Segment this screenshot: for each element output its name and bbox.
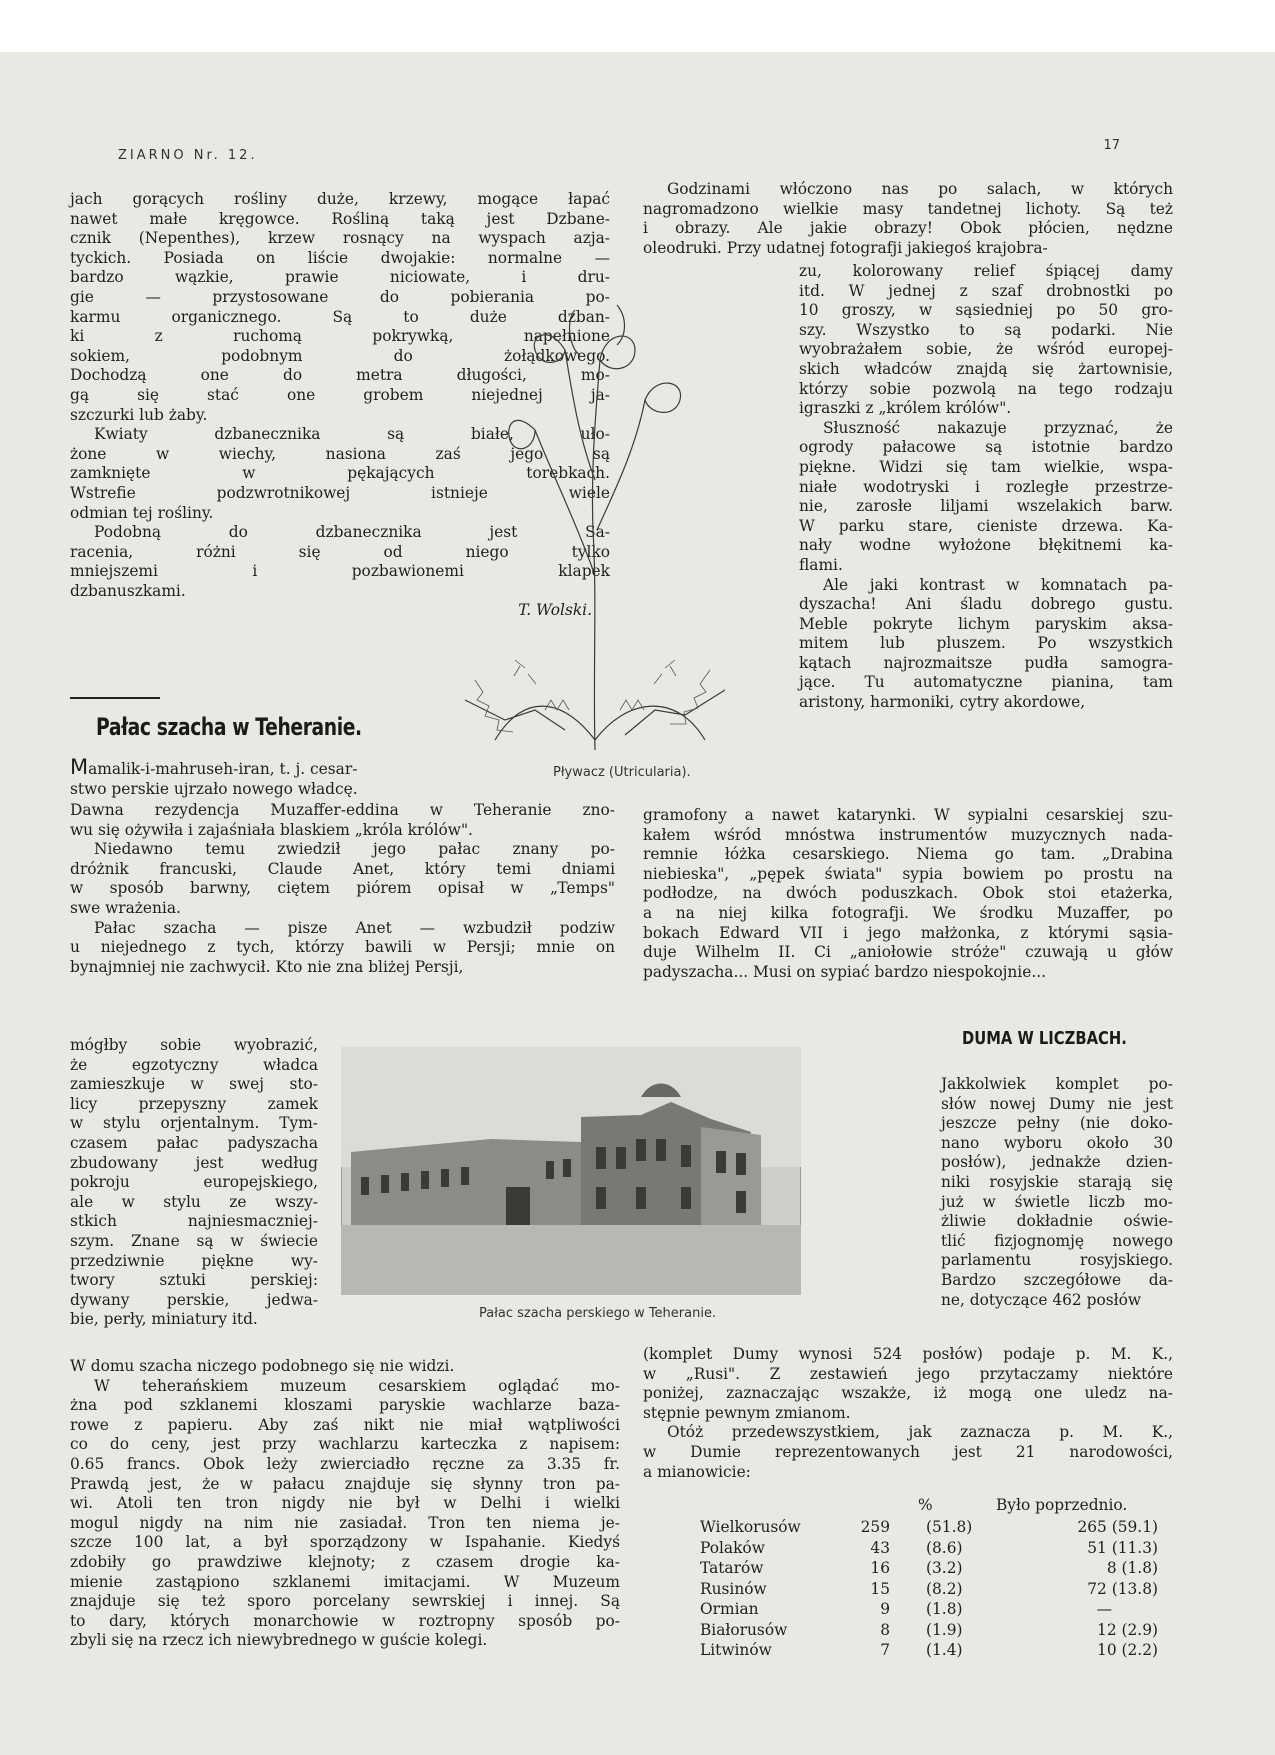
text-line: zu, kolorowany relief śpiącej damy (799, 262, 1173, 280)
text-line: bynajmniej nie zachwycił. Kto nie zna bliżej Persji, (70, 957, 464, 976)
text-line: zbyli się na rzecz ich niewybrednego w guście kolegi. (70, 1631, 488, 1650)
text-line: wu się ożywiła i zajaśniała blaskiem „króla królów". (70, 820, 473, 839)
cell-count: 16 (870, 1559, 890, 1577)
text-line: żone w wiechy, nasiona zaś jego są (70, 444, 610, 463)
text-line: zamieszkuje w swej sto- (70, 1075, 318, 1094)
plant-caption: Pływacz (Utricularia). (553, 765, 691, 780)
text-line: kałem wśród mnóstwa instrumentów muzycznych nada- (643, 825, 1173, 844)
text-line: słów nowej Dumy nie jest (941, 1094, 1173, 1113)
palace-article-col2-narrow (799, 262, 1173, 713)
palace-article-narrow (70, 1036, 318, 1330)
text-line: ale w stylu ze wszy- (70, 1192, 318, 1211)
text-line: zbudowany jest według (70, 1153, 318, 1172)
opening-line-1: amalik-i-mahruseh-iran, t. j. cesar- (88, 760, 358, 778)
nationality-table (700, 1495, 1170, 1661)
text-line: twory sztuki perskiej: (70, 1271, 318, 1290)
text-line: W teherańskiem muzeum cesarskiem oglądać mo- (94, 1376, 620, 1395)
text-line: mniejszemi i pozbawionemi klapek (70, 562, 610, 581)
text-line: w sposób barwny, ciętem piórem opisał w „Temps" (70, 879, 615, 898)
text-line: niki rosyjskie starają się (941, 1172, 1173, 1191)
text-line: Ale jaki kontrast w komnatach pa- (823, 575, 1173, 594)
text-line: nano wyboru około 30 (941, 1133, 1173, 1152)
text-line: aristony, harmoniki, cytry akordowe, (799, 693, 1086, 712)
text-line: podłodze, na dwóch poduszkach. Obok stoi etażerka, (643, 884, 1173, 903)
cell-count: 7 (880, 1641, 890, 1659)
cell-prev: — (1096, 1600, 1112, 1618)
article-author: T. Wolski. (518, 601, 592, 620)
table-row (700, 1579, 1170, 1600)
text-line: i obrazy. Ale jakie obrazy! Obok płócien, nędzne (643, 219, 1173, 238)
page-header (118, 138, 1120, 168)
cell-name: Tatarów (700, 1559, 764, 1577)
text-line: nawet małe kręgowce. Rośliną taką jest Dzbane- (70, 209, 610, 228)
text-line: Dawna rezydencja Muzaffer-eddina w Teheranie zno- (70, 801, 615, 819)
text-line: nały wodne wyłożone błękitnemi ka- (799, 536, 1173, 555)
previous-header: Było poprzednio. (996, 1496, 1128, 1514)
text-line: Bardzo szczegółowe da- (941, 1270, 1173, 1289)
cell-pct: (1.4) (926, 1641, 963, 1659)
text-line: mienie zastąpiono szklanemi imitacjami. W Muzeum (70, 1572, 620, 1591)
text-line: poniżej, zaznaczając wszakże, iż mogą one uledz na- (643, 1384, 1173, 1403)
cell-pct: (8.2) (926, 1579, 963, 1598)
text-line: pokroju europejskiego, (70, 1173, 318, 1192)
cell-pct: (51.8) (926, 1518, 973, 1536)
text-line: Meble pokryte lichym paryskim aksa- (799, 614, 1173, 633)
palace-article-opening (70, 755, 615, 799)
text-line: mógłby sobie wyobrazić, (70, 1036, 318, 1054)
table-header (700, 1495, 1170, 1517)
text-line: w Dumie reprezentowanych jest 21 narodowości, (643, 1442, 1173, 1461)
text-line: Wstrefie podzwrotnikowej istnieje wiele (70, 483, 610, 502)
text-line: dywany perskie, jedwa- (70, 1290, 318, 1309)
text-line: duje Wilhelm II. Ci „aniołowie stróże" czuwają u głów (643, 943, 1173, 962)
percent-header: % (918, 1496, 933, 1514)
text-line: remnie łóżka cesarskiego. Niema go tam. „Drabina (643, 845, 1173, 864)
section-rule (70, 697, 160, 699)
cell-pct: (1.8) (926, 1600, 963, 1618)
cell-name: Rusinów (700, 1579, 767, 1598)
cell-count: 15 (870, 1579, 890, 1598)
text-line: Podobną do dzbanecznika jest Sa- (94, 523, 610, 542)
article-title-duma: DUMA W LICZBACH. (962, 1028, 1127, 1049)
text-line: a na niej kilka fotografji. We środku Muzaffer, po (643, 903, 1173, 922)
text-line: sokiem, podobnym do żołądkowego. (70, 346, 610, 365)
text-line: co do ceny, jest przy wachlarzu karteczka z napisem: (70, 1435, 620, 1454)
cell-prev: 8 (1.8) (1106, 1559, 1158, 1577)
text-line: (komplet Dumy wynosi 524 posłów) podaje p. M. K., (643, 1345, 1173, 1363)
text-line: szym. Znane są w świecie (70, 1231, 318, 1250)
text-line: oleodruki. Przy udatnej fotografji jakiegoś krajobra- (643, 238, 1048, 257)
cell-prev: 51 (11.3) (1087, 1538, 1158, 1557)
text-line: padyszacha... Musi on sypiać bardzo niespokojnie... (643, 962, 1046, 981)
text-line: 10 groszy, w sąsiedniej po 50 gro- (799, 301, 1173, 320)
text-line: skich władców znajdą się żartownisie, (799, 359, 1173, 378)
text-line: a mianowicie: (643, 1462, 751, 1481)
text-line: szczurki lub żaby. (70, 405, 208, 424)
table-row (700, 1538, 1170, 1559)
text-line: bardzo wązkie, prawie niciowate, i dru- (70, 268, 610, 287)
text-line: odmian tej rośliny. (70, 503, 214, 522)
text-line: kątach najrozmaitsze pudła samogra- (799, 653, 1173, 672)
cell-count: 259 (860, 1518, 890, 1536)
text-line: flami. (799, 555, 843, 574)
text-line: tlić fizjognomję nowego (941, 1231, 1173, 1250)
text-line: wi. Atoli ten tron nigdy nie był w Delhi i wielki (70, 1494, 620, 1513)
cell-prev: 72 (13.8) (1087, 1579, 1158, 1598)
text-line: licy przepyszny zamek (70, 1094, 318, 1113)
text-line: czasem pałac padyszacha (70, 1133, 318, 1152)
text-line: Prawdą jest, że w pałacu znajduje się słynny tron pa- (70, 1474, 620, 1493)
cell-prev: 10 (2.2) (1097, 1641, 1158, 1659)
text-line: Jakkolwiek komplet po- (941, 1075, 1173, 1093)
text-line: itd. W jednej z szaf drobnostki po (799, 281, 1173, 300)
cell-pct: (1.9) (926, 1620, 963, 1639)
text-line: u niejednego z tych, którzy bawili w Persji; mnie on (70, 938, 615, 957)
text-line: mitem lub pluszem. Po wszystkich (799, 634, 1173, 653)
palace-photo (341, 1047, 801, 1295)
text-line: igraszki z „królem królów". (799, 399, 1012, 418)
text-line: zamknięte w pękających torebkach. (70, 464, 610, 483)
table-row (700, 1517, 1170, 1538)
text-line: mogul nigdy na nim nie zasiadał. Tron ten niema je- (70, 1513, 620, 1532)
text-line: żliwie dokładnie oświe- (941, 1212, 1173, 1231)
text-line: bokach Edward VII i jego małżonka, z którymi sąsia- (643, 923, 1173, 942)
text-line: żna pod szklanemi kloszami paryskie wachlarze baza- (70, 1396, 620, 1415)
text-line: nagromadzono wielkie masy tandetnej lichoty. Są też (643, 199, 1173, 218)
text-line: 0.65 francs. Obok leży zwierciadło ręczne za 3.35 fr. (70, 1454, 620, 1473)
text-line: nie, zarosłe liljami wszelakich barw. (799, 497, 1173, 516)
text-line: Słuszność nakazuje przyznać, że (823, 418, 1173, 437)
cell-name: Polaków (700, 1538, 765, 1557)
text-line: W parku stare, cieniste drzewa. Ka- (799, 516, 1173, 535)
text-line: niebieska", „pępek świata" sypia bowiem po prostu na (643, 864, 1173, 883)
drop-cap: M (70, 755, 89, 779)
text-line: stępnie pewnym zmianom. (643, 1403, 851, 1422)
cell-prev: 12 (2.9) (1097, 1620, 1158, 1639)
text-line: wyobrażałem sobie, że wśród europej- (799, 340, 1173, 359)
text-line: ki z ruchomą pokrywką, napełnione (70, 327, 610, 346)
text-line: to dary, których monarchowie w roztropny sposób po- (70, 1611, 620, 1630)
text-line: Otóż przedewszystkiem, jak zaznacza p. M. K., (667, 1423, 1173, 1442)
palace-article-bottom (70, 1357, 620, 1651)
text-line: Dochodzą one do metra długości, mo- (70, 366, 610, 385)
text-line: niałe wodotryski i rozległe przestrze- (799, 477, 1173, 496)
article-title-palace: Pałac szacha w Teheranie. (96, 713, 362, 741)
page-number: 17 (1103, 138, 1120, 153)
table-row (700, 1558, 1170, 1579)
text-line: jące. Tu automatyczne pianina, tam (799, 673, 1173, 692)
text-line: już w świetle liczb mo- (941, 1192, 1173, 1211)
text-line: dyszacha! Ani śladu dobrego gustu. (799, 595, 1173, 614)
duma-article-narrow (941, 1075, 1173, 1310)
text-line: że egzotyczny władca (70, 1055, 318, 1074)
text-line: stkich najniesmaczniej- (70, 1212, 318, 1231)
text-line: jeszcze pełny (nie doko- (941, 1114, 1173, 1133)
text-line: posłów), jednakże dzien- (941, 1153, 1173, 1172)
text-line: Godzinami włóczono nas po salach, w których (667, 180, 1173, 198)
text-line: w stylu orjentalnym. Tym- (70, 1114, 318, 1133)
text-line: ogrody pałacowe są istotnie bardzo (799, 438, 1173, 457)
text-line: Kwiaty dzbanecznika są białe, uło- (94, 425, 610, 444)
text-line: gramofony a nawet katarynki. W sypialni cesarskiej szu- (643, 806, 1173, 824)
text-line: szy. Wszystko to są podarki. Nie (799, 320, 1173, 339)
cell-count: 9 (880, 1600, 890, 1618)
journal-title: ZIARNO Nr. 12. (118, 148, 258, 163)
duma-article-wide (643, 1345, 1173, 1482)
text-line: bie, perły, miniatury itd. (70, 1310, 258, 1329)
cell-pct: (8.6) (926, 1538, 963, 1557)
text-line: tyckich. Posiada on liście dwojakie: normalne — (70, 248, 610, 267)
palace-article-wide (70, 801, 615, 977)
text-line: którzy sobie pozwolą na tego rodzaju (799, 379, 1173, 398)
table-row (700, 1640, 1170, 1661)
text-line: racenia, różni się od niego tylko (70, 542, 610, 561)
text-line: cznik (Nepenthes), krzew rosnący na wyspach azja- (70, 229, 610, 248)
text-line: W domu szacha niczego podobnego się nie widzi. (70, 1357, 455, 1375)
text-line: szcze 100 lat, a był sporządzony w Ispahanie. Kiedyś (70, 1533, 620, 1552)
text-line: w „Rusi". Z zestawień jego przytaczamy niektóre (643, 1364, 1173, 1383)
text-line: parlamentu rosyjskiego. (941, 1251, 1173, 1270)
palace-article-col2-top (643, 180, 1173, 258)
cell-name: Litwinów (700, 1641, 772, 1659)
text-line: karmu organicznego. Są to duże dzban- (70, 307, 610, 326)
text-line: rowe z papieru. Aby zaś nikt nie miał wątpliwości (70, 1415, 620, 1434)
text-line: piękne. Widzi się tam wielkie, wspa- (799, 457, 1173, 476)
text-line: ne, dotyczące 462 posłów (941, 1290, 1142, 1309)
text-line: przedziwnie piękne wy- (70, 1251, 318, 1270)
cell-prev: 265 (59.1) (1077, 1518, 1158, 1536)
opening-line-2: stwo perskie ujrzało nowego władcę. (70, 779, 358, 798)
text-line: zdobiły go prawdziwe klejnoty; z czasem drogie ka- (70, 1552, 620, 1571)
plant-illustration (455, 270, 735, 765)
text-line: Pałac szacha — pisze Anet — wzbudził podziw (94, 918, 615, 937)
cell-name: Wielkorusów (700, 1518, 801, 1536)
text-line: Niedawno temu zwiedził jego pałac znany po- (94, 840, 615, 859)
cell-count: 8 (880, 1620, 890, 1639)
text-line: swe wrażenia. (70, 898, 181, 917)
cell-count: 43 (870, 1538, 890, 1557)
cell-name: Ormian (700, 1600, 759, 1618)
text-line: dzbanuszkami. (70, 581, 186, 600)
cell-name: Białorusów (700, 1620, 788, 1639)
palace-article-col2-wide (643, 806, 1173, 982)
text-line: gą się stać one grobem niejednej ja- (70, 385, 610, 404)
text-line: znajduje się też sporo porcelany sewrskiej i innej. Są (70, 1592, 620, 1611)
text-line: jach gorących rośliny duże, krzewy, mogące łapać (70, 190, 610, 208)
table-row (700, 1620, 1170, 1641)
table-row (700, 1599, 1170, 1620)
text-line: gie — przystosowane do pobierania po- (70, 287, 610, 306)
photo-caption: Pałac szacha perskiego w Teheranie. (479, 1306, 717, 1321)
cell-pct: (3.2) (926, 1559, 963, 1577)
text-line: dróżnik francuski, Claude Anet, który temi dniami (70, 859, 615, 878)
